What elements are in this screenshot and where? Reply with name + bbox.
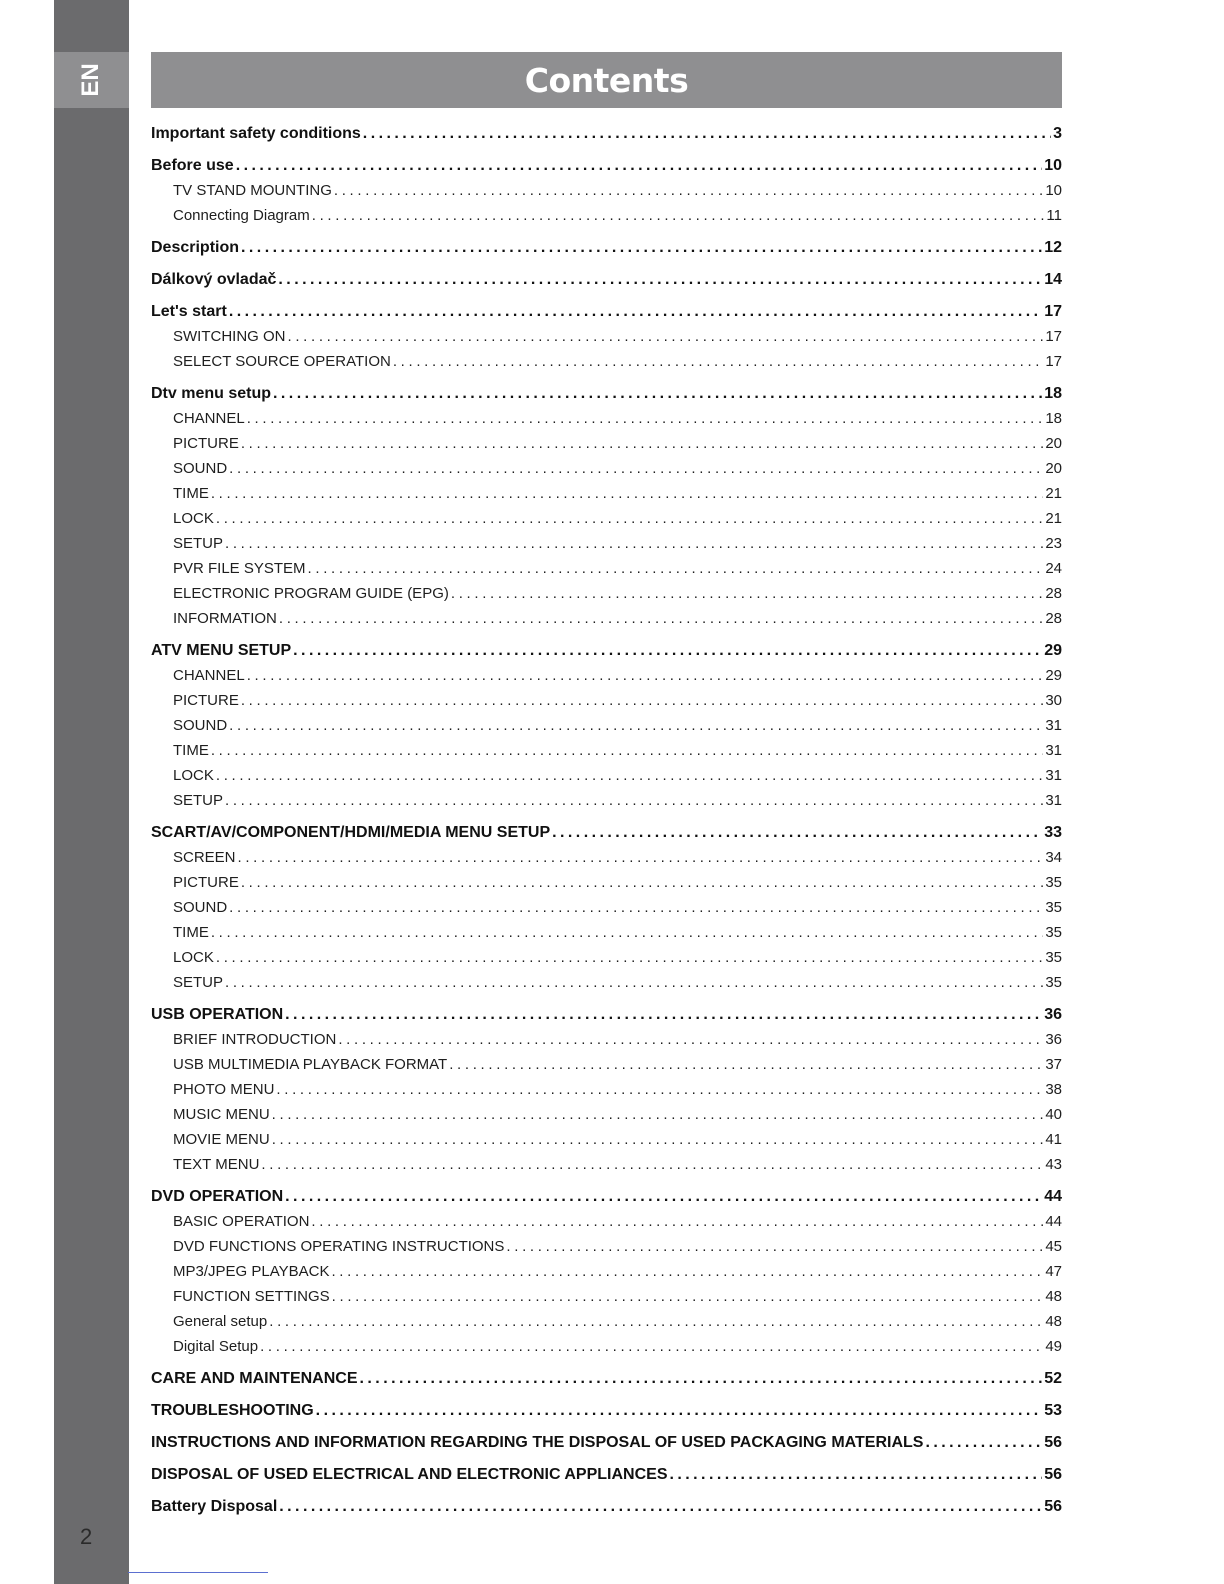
toc-entry-page: 11: [1046, 207, 1062, 224]
toc-section-entry[interactable]: [151, 235, 1062, 260]
toc-subsection-entry[interactable]: [151, 531, 1062, 556]
toc-entry-label: Digital Setup: [173, 1338, 259, 1355]
dot-leader: [552, 820, 1042, 845]
toc-entry-label: ATV MENU SETUP: [151, 642, 292, 659]
toc-entry-label: Important safety conditions: [151, 125, 361, 142]
dot-leader: [211, 738, 1043, 763]
toc-entry-page: 31: [1045, 767, 1062, 784]
dot-leader: [449, 1052, 1043, 1077]
toc-entry-page: 20: [1045, 460, 1062, 477]
dot-leader: [669, 1462, 1042, 1487]
toc-subsection-entry[interactable]: [151, 1127, 1062, 1152]
toc-subsection-entry[interactable]: [151, 1152, 1062, 1177]
toc-entry-page: 18: [1045, 410, 1062, 427]
toc-entry-page: 17: [1044, 303, 1062, 320]
toc-entry-label: TIME: [173, 485, 209, 502]
toc-entry-label: SETUP: [173, 792, 224, 809]
toc-entry-page: 56: [1044, 1434, 1062, 1451]
toc-subsection-entry[interactable]: [151, 1334, 1062, 1359]
toc-entry-page: 40: [1045, 1106, 1062, 1123]
dot-leader: [278, 267, 1042, 292]
dot-leader: [229, 456, 1043, 481]
toc-entry-label: MOVIE MENU: [173, 1131, 270, 1148]
toc-entry-label: PICTURE: [173, 435, 239, 452]
toc-entry-page: 21: [1045, 510, 1062, 527]
toc-section-entry[interactable]: [151, 1462, 1062, 1487]
toc-subsection-entry[interactable]: [151, 763, 1062, 788]
toc-subsection-entry[interactable]: [151, 456, 1062, 481]
toc-entry-label: SCART/AV/COMPONENT/HDMI/MEDIA MENU SETUP: [151, 824, 551, 841]
toc-entry-page: 35: [1045, 949, 1062, 966]
toc-entry-page: 24: [1045, 560, 1062, 577]
toc-entry-page: 36: [1045, 1031, 1062, 1048]
dot-leader: [216, 763, 1043, 788]
toc-entry-label: General setup: [173, 1313, 268, 1330]
toc-entry-label: CARE AND MAINTENANCE: [151, 1370, 358, 1387]
page-number: 2: [80, 1524, 93, 1549]
toc-entry-label: LOCK: [173, 510, 214, 527]
toc-entry-page: 37: [1045, 1056, 1062, 1073]
toc-entry-label: BRIEF INTRODUCTION: [173, 1031, 337, 1048]
toc-entry-label: PICTURE: [173, 692, 239, 709]
toc-entry-label: SOUND: [173, 899, 228, 916]
toc-entry-label: SOUND: [173, 717, 228, 734]
dot-leader: [247, 406, 1044, 431]
toc-entry-page: 31: [1045, 742, 1062, 759]
dot-leader: [279, 606, 1043, 631]
toc-subsection-entry[interactable]: [151, 1052, 1062, 1077]
toc-entry-label: ELECTRONIC PROGRAM GUIDE (EPG): [173, 585, 449, 602]
toc-subsection-entry[interactable]: [151, 481, 1062, 506]
toc-entry-page: 31: [1045, 717, 1062, 734]
dot-leader: [451, 581, 1043, 606]
toc-entry-page: 35: [1045, 874, 1062, 891]
toc-subsection-entry[interactable]: [151, 1259, 1062, 1284]
toc-entry-label: PHOTO MENU: [173, 1081, 275, 1098]
toc-entry-label: Dálkový ovladač: [151, 271, 277, 288]
dot-leader: [311, 1209, 1043, 1234]
toc-subsection-entry[interactable]: [151, 713, 1062, 738]
dot-leader: [312, 203, 1045, 228]
toc-entry-page: 12: [1044, 239, 1062, 256]
toc-entry-label: LOCK: [173, 949, 214, 966]
toc-section-entry[interactable]: [151, 299, 1062, 324]
toc-subsection-entry[interactable]: [151, 688, 1062, 713]
toc-subsection-entry[interactable]: [151, 431, 1062, 456]
toc-subsection-entry[interactable]: [151, 738, 1062, 763]
dot-leader: [229, 299, 1042, 324]
toc-subsection-entry[interactable]: [151, 845, 1062, 870]
toc-subsection-entry[interactable]: [151, 788, 1062, 813]
toc-entry-label: USB OPERATION: [151, 1006, 284, 1023]
dot-leader: [241, 431, 1043, 456]
dot-leader: [260, 1334, 1043, 1359]
toc-entry-label: INFORMATION: [173, 610, 277, 627]
dot-leader: [279, 1494, 1042, 1519]
toc-subsection-entry[interactable]: [151, 506, 1062, 531]
dot-leader: [225, 788, 1043, 813]
dot-leader: [338, 1027, 1043, 1052]
toc-subsection-entry[interactable]: [151, 1284, 1062, 1309]
toc-entry-label: TV STAND MOUNTING: [173, 182, 332, 199]
page-title: Contents: [524, 60, 689, 100]
toc-entry-label: SOUND: [173, 460, 228, 477]
toc-entry-label: Battery Disposal: [151, 1498, 278, 1515]
toc-subsection-entry[interactable]: [151, 556, 1062, 581]
toc-entry-page: 31: [1045, 792, 1062, 809]
dot-leader: [236, 153, 1043, 178]
toc-entry-page: 21: [1045, 485, 1062, 502]
toc-entry-page: 17: [1045, 328, 1062, 345]
toc-subsection-entry[interactable]: [151, 581, 1062, 606]
dot-leader: [269, 1309, 1043, 1334]
toc-entry-page: 35: [1045, 899, 1062, 916]
toc-entry-label: Dtv menu setup: [151, 385, 272, 402]
dot-leader: [211, 481, 1043, 506]
title-bar: [151, 52, 1062, 108]
toc-entry-page: 34: [1045, 849, 1062, 866]
toc-subsection-entry[interactable]: [151, 1077, 1062, 1102]
toc-entry-label: Description: [151, 239, 240, 256]
toc-entry-label: INSTRUCTIONS AND INFORMATION REGARDING THE DISPOSAL OF USED PACKAGING MATERIALS: [151, 1434, 924, 1451]
toc-section-entry[interactable]: [151, 153, 1062, 178]
toc-entry-page: 10: [1044, 157, 1062, 174]
toc-subsection-entry[interactable]: [151, 324, 1062, 349]
toc-entry-page: 35: [1045, 974, 1062, 991]
toc-entry-label: USB MULTIMEDIA PLAYBACK FORMAT: [173, 1056, 448, 1073]
toc-entry-label: FUNCTION SETTINGS: [173, 1288, 330, 1305]
toc-section-entry[interactable]: [151, 820, 1062, 845]
toc-section-entry[interactable]: [151, 121, 1062, 146]
toc-entry-label: MP3/JPEG PLAYBACK: [173, 1263, 330, 1280]
toc-subsection-entry[interactable]: [151, 970, 1062, 995]
toc-section-entry[interactable]: [151, 1398, 1062, 1423]
dot-leader: [285, 1002, 1042, 1027]
toc-entry-label: CHANNEL: [173, 667, 245, 684]
toc-entry-page: 49: [1045, 1338, 1062, 1355]
toc-section-entry[interactable]: [151, 638, 1062, 663]
dot-leader: [238, 845, 1044, 870]
toc-subsection-entry[interactable]: [151, 945, 1062, 970]
toc-entry-label: TROUBLESHOOTING: [151, 1402, 314, 1419]
dot-leader: [285, 1184, 1042, 1209]
toc-section-entry[interactable]: [151, 1366, 1062, 1391]
toc-section-entry[interactable]: [151, 1184, 1062, 1209]
dot-leader: [229, 713, 1043, 738]
dot-leader: [216, 506, 1043, 531]
toc-entry-page: 28: [1045, 585, 1062, 602]
toc-subsection-entry[interactable]: [151, 178, 1062, 203]
toc-subsection-entry[interactable]: [151, 920, 1062, 945]
toc-entry-page: 3: [1053, 125, 1062, 142]
toc-entry-page: 14: [1044, 271, 1062, 288]
dot-leader: [247, 663, 1044, 688]
toc-entry-page: 30: [1045, 692, 1062, 709]
toc-entry-page: 44: [1045, 1213, 1062, 1230]
toc-entry-label: TIME: [173, 742, 209, 759]
dot-leader: [363, 121, 1051, 146]
toc-entry-page: 36: [1044, 1006, 1062, 1023]
language-label: EN: [77, 63, 104, 97]
table-of-contents: [151, 121, 1062, 1519]
toc-entry-page: 53: [1044, 1402, 1062, 1419]
toc-entry-page: 48: [1045, 1288, 1062, 1305]
dot-leader: [276, 1077, 1043, 1102]
toc-subsection-entry[interactable]: [151, 870, 1062, 895]
toc-entry-page: 41: [1045, 1131, 1062, 1148]
toc-entry-label: PVR FILE SYSTEM: [173, 560, 306, 577]
bottom-rule: [128, 1572, 268, 1573]
toc-entry-page: 43: [1045, 1156, 1062, 1173]
toc-entry-label: Let's start: [151, 303, 227, 320]
toc-entry-label: BASIC OPERATION: [173, 1213, 310, 1230]
toc-entry-label: SWITCHING ON: [173, 328, 286, 345]
dot-leader: [241, 870, 1043, 895]
dot-leader: [360, 1366, 1043, 1391]
toc-entry-label: SCREEN: [173, 849, 236, 866]
dot-leader: [272, 1102, 1044, 1127]
dot-leader: [316, 1398, 1043, 1423]
toc-subsection-entry[interactable]: [151, 1234, 1062, 1259]
toc-entry-label: MUSIC MENU: [173, 1106, 270, 1123]
toc-subsection-entry[interactable]: [151, 606, 1062, 631]
toc-subsection-entry[interactable]: [151, 1102, 1062, 1127]
dot-leader: [293, 638, 1042, 663]
toc-entry-page: 56: [1044, 1498, 1062, 1515]
dot-leader: [241, 688, 1043, 713]
toc-entry-page: 33: [1044, 824, 1062, 841]
dot-leader: [925, 1430, 1042, 1455]
toc-entry-label: DVD FUNCTIONS OPERATING INSTRUCTIONS: [173, 1238, 505, 1255]
toc-entry-page: 47: [1045, 1263, 1062, 1280]
dot-leader: [229, 895, 1043, 920]
side-bar: [54, 0, 129, 1584]
toc-entry-label: TEXT MENU: [173, 1156, 260, 1173]
toc-entry-page: 48: [1045, 1313, 1062, 1330]
toc-subsection-entry[interactable]: [151, 663, 1062, 688]
toc-section-entry[interactable]: [151, 1430, 1062, 1455]
dot-leader: [331, 1259, 1043, 1284]
toc-entry-page: 20: [1045, 435, 1062, 452]
toc-entry-label: SETUP: [173, 974, 224, 991]
toc-entry-page: 45: [1045, 1238, 1062, 1255]
toc-section-entry[interactable]: [151, 267, 1062, 292]
toc-entry-page: 23: [1045, 535, 1062, 552]
toc-entry-page: 29: [1044, 642, 1062, 659]
toc-entry-label: LOCK: [173, 767, 214, 784]
dot-leader: [273, 381, 1042, 406]
toc-entry-page: 56: [1044, 1466, 1062, 1483]
toc-entry-label: DISPOSAL OF USED ELECTRICAL AND ELECTRONIC APPLIANCES: [151, 1466, 668, 1483]
toc-subsection-entry[interactable]: [151, 1027, 1062, 1052]
dot-leader: [272, 1127, 1044, 1152]
toc-entry-label: DVD OPERATION: [151, 1188, 284, 1205]
toc-subsection-entry[interactable]: [151, 203, 1062, 228]
toc-entry-page: 52: [1044, 1370, 1062, 1387]
dot-leader: [334, 178, 1043, 203]
toc-entry-label: TIME: [173, 924, 209, 941]
dot-leader: [288, 324, 1044, 349]
toc-section-entry[interactable]: [151, 1002, 1062, 1027]
toc-entry-page: 38: [1045, 1081, 1062, 1098]
toc-entry-label: Before use: [151, 157, 234, 174]
toc-entry-label: PICTURE: [173, 874, 239, 891]
toc-entry-label: CHANNEL: [173, 410, 245, 427]
dot-leader: [332, 1284, 1044, 1309]
toc-entry-page: 10: [1045, 182, 1062, 199]
toc-section-entry[interactable]: [151, 1494, 1062, 1519]
toc-entry-page: 17: [1045, 353, 1062, 370]
dot-leader: [241, 235, 1042, 260]
dot-leader: [261, 1152, 1043, 1177]
toc-entry-page: 29: [1045, 667, 1062, 684]
toc-entry-page: 18: [1044, 385, 1062, 402]
dot-leader: [225, 970, 1043, 995]
toc-subsection-entry[interactable]: [151, 406, 1062, 431]
dot-leader: [211, 920, 1043, 945]
toc-entry-page: 28: [1045, 610, 1062, 627]
dot-leader: [308, 556, 1044, 581]
toc-subsection-entry[interactable]: [151, 895, 1062, 920]
toc-subsection-entry[interactable]: [151, 1209, 1062, 1234]
toc-entry-label: SETUP: [173, 535, 224, 552]
toc-entry-label: Connecting Diagram: [173, 207, 310, 224]
dot-leader: [506, 1234, 1043, 1259]
dot-leader: [393, 349, 1043, 374]
toc-subsection-entry[interactable]: [151, 349, 1062, 374]
toc-section-entry[interactable]: [151, 381, 1062, 406]
toc-entry-page: 35: [1045, 924, 1062, 941]
toc-subsection-entry[interactable]: [151, 1309, 1062, 1334]
dot-leader: [216, 945, 1043, 970]
toc-entry-label: SELECT SOURCE OPERATION: [173, 353, 391, 370]
dot-leader: [225, 531, 1043, 556]
toc-entry-page: 44: [1044, 1188, 1062, 1205]
